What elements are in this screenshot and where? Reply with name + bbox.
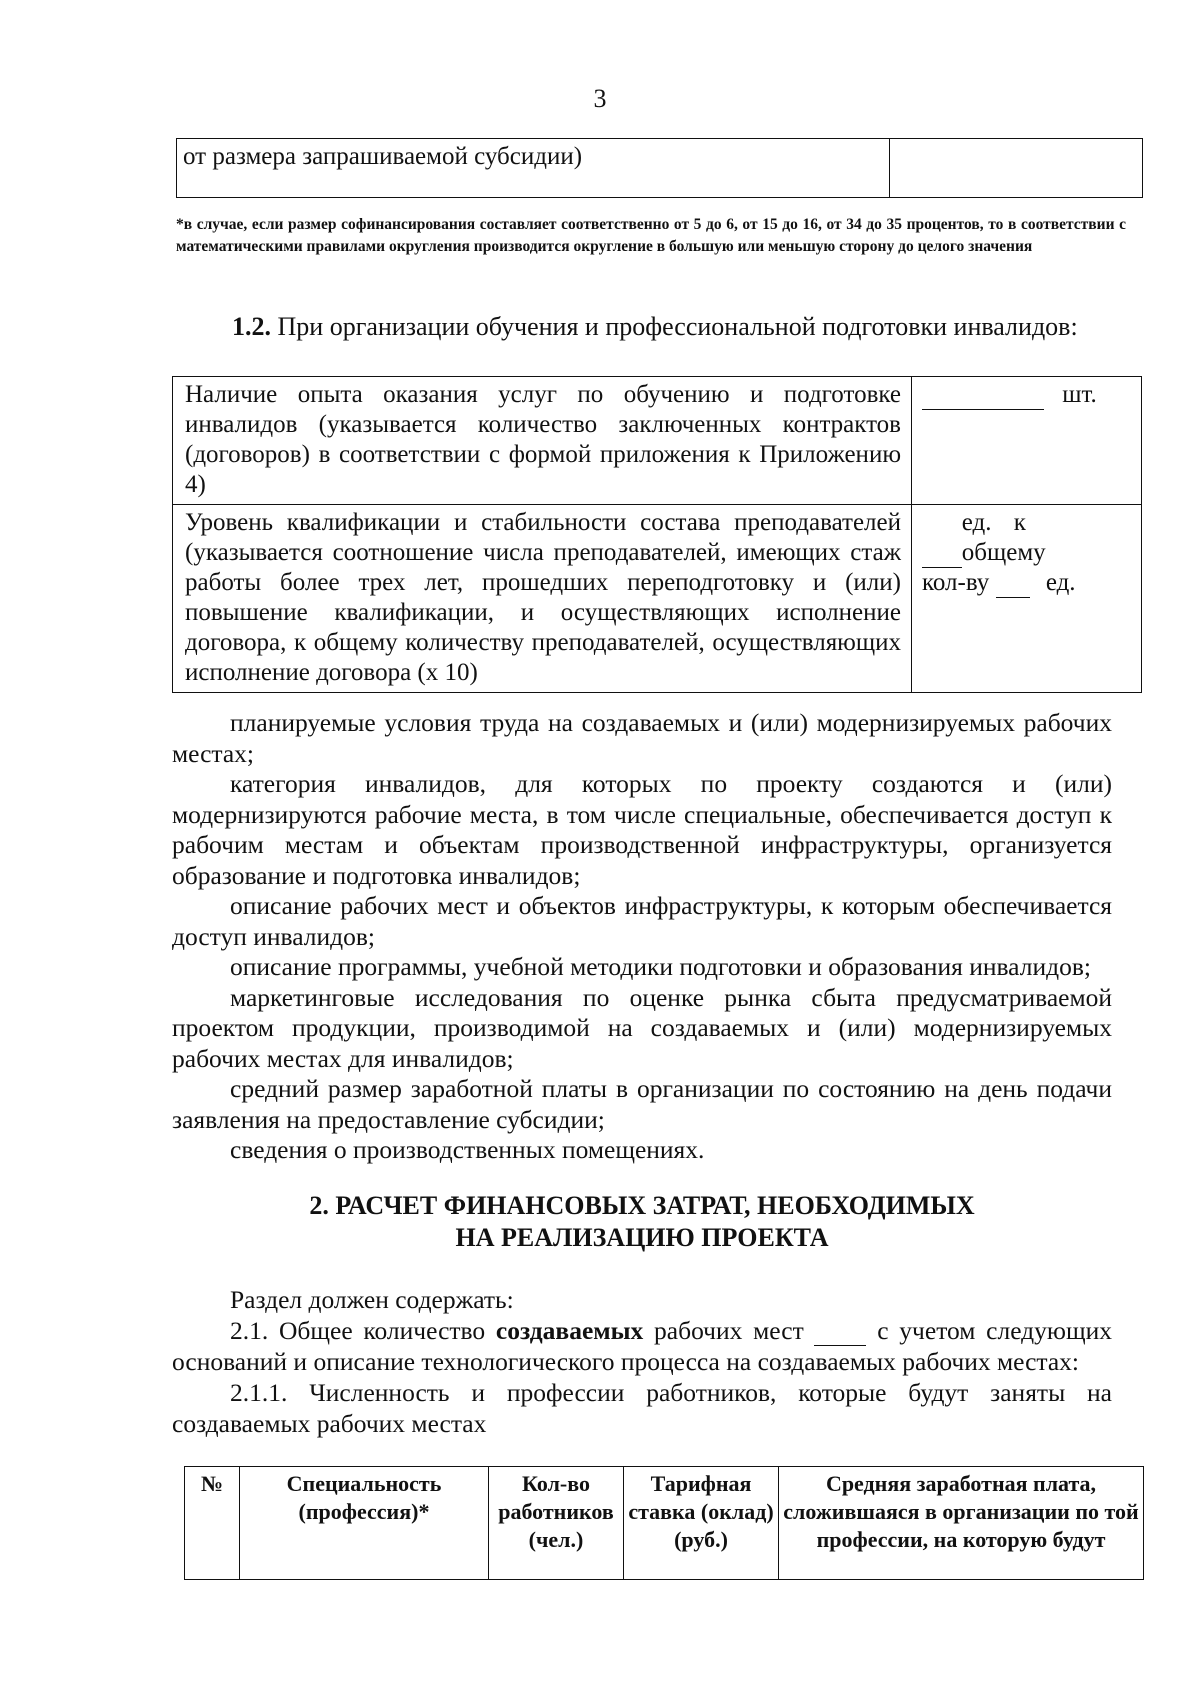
- table-row: [177, 139, 1143, 198]
- column-header-specialty: Специальность (профессия)*: [240, 1467, 489, 1580]
- page-number: 3: [593, 84, 607, 113]
- table-row: [173, 505, 1142, 693]
- list-item: описание рабочих мест и объектов инфраструктуры, к которым обеспечивается доступ инвалидов;: [172, 891, 1112, 951]
- list-item: средний размер заработной платы в организации по состоянию на день подачи заявления на предоставление субсидии;: [172, 1074, 1112, 1134]
- item-2-1-1: 2.1.1. Численность и профессии работников, которые будут заняты на создаваемых рабочих местах: [172, 1378, 1112, 1438]
- requirements-list: [172, 708, 1112, 1166]
- column-header-rate: Тарифная ставка (оклад) (руб.): [624, 1467, 779, 1580]
- section-2-title: [172, 1190, 1112, 1254]
- criteria-table: [172, 376, 1142, 693]
- title-line: НА РЕАЛИЗАЦИЮ ПРОЕКТА: [455, 1223, 829, 1252]
- section-1-2-heading: [232, 312, 1132, 342]
- list-item: категория инвалидов, для которых по проекту создаются и (или) модернизируются рабочие места, в том числе специальные, обеспечивается доступ к рабочим местам и объектам производственной инфраструктуры, организуется образование и подготовка инвалидов;: [172, 769, 1112, 890]
- item-text: 2.1. Общее количество: [230, 1316, 496, 1345]
- unit-label: шт.: [1062, 381, 1097, 408]
- top-table: [176, 138, 1143, 198]
- section-title: При организации обучения и профессиональной подготовки инвалидов:: [277, 312, 1078, 341]
- section-number: 1.2.: [232, 312, 271, 341]
- fill-in-blank: [814, 1319, 866, 1346]
- list-item: маркетинговые исследования по оценке рынка сбыта предусматриваемой проектом продукции, производимой на создаваемых и (или) модернизируемых рабочих местах для инвалидов;: [172, 982, 1112, 1073]
- list-item: планируемые условия труда на создаваемых и (или) модернизируемых рабочих местах;: [172, 708, 1112, 768]
- criterion-cell: Уровень квалификации и стабильности состава преподавателей (указывается соотношение числа преподавателей, имеющих стаж работы более трех лет, прошедших переподготовку и (или) повышение квалификации, и осуществляющих исполнение договора, к общему количеству преподавателей, осуществляющих исполнение договора (х 10): [173, 505, 912, 693]
- item-text: рабочих мест: [643, 1316, 815, 1345]
- section-2-body: [172, 1284, 1112, 1439]
- unit-label: ед.: [1045, 569, 1076, 596]
- title-line: 2. РАСЧЕТ ФИНАНСОВЫХ ЗАТРАТ, НЕОБХОДИМЫХ: [309, 1191, 975, 1220]
- fill-in-blank: [922, 541, 962, 568]
- value-line-2: [922, 568, 1131, 598]
- value-cell: [912, 505, 1142, 693]
- item-2-1: [172, 1315, 1112, 1377]
- value-line-1: [922, 508, 1131, 568]
- section-intro: Раздел должен содержать:: [230, 1285, 514, 1314]
- fill-in-blank: [996, 571, 1030, 598]
- value-cell: [912, 377, 1142, 505]
- table-cell-value: [890, 139, 1143, 198]
- table-cell-text: от размера запрашиваемой субсидии): [177, 139, 890, 198]
- criterion-cell: Наличие опыта оказания услуг по обучению и подготовке инвалидов (указывается количество заключенных контрактов (договоров) в соответствии с формой приложения к Приложению 4): [173, 377, 912, 505]
- workers-table: [184, 1466, 1144, 1580]
- footnote: *в случае, если размер софинансирования составляет соответственно от 5 до 6, от 15 до 16, от 34 до 35 процентов, то в соответствии с математическими правилами округления производится округление в большую или меньшую сторону до целого значения: [176, 216, 1126, 255]
- list-item: описание программы, учебной методики подготовки и образования инвалидов;: [230, 952, 1091, 981]
- table-header-row: [185, 1467, 1144, 1580]
- unit-label: кол-ву: [922, 569, 990, 596]
- item-text: с учетом следующих оснований и описание технологического процесса на создаваемых рабочих местах:: [172, 1316, 1112, 1376]
- table-row: [173, 377, 1142, 505]
- column-header-avg-salary: Средняя заработная плата, сложившаяся в организации по той профессии, на которую будут: [779, 1467, 1144, 1580]
- unit-label: ед. к общему: [961, 509, 1046, 566]
- fill-in-blank: [922, 383, 1044, 410]
- column-header-count: Кол-во работников (чел.): [489, 1467, 624, 1580]
- column-header-number: №: [185, 1467, 240, 1580]
- item-bold-text: создаваемых: [495, 1316, 644, 1345]
- list-item: сведения о производственных помещениях.: [230, 1135, 705, 1164]
